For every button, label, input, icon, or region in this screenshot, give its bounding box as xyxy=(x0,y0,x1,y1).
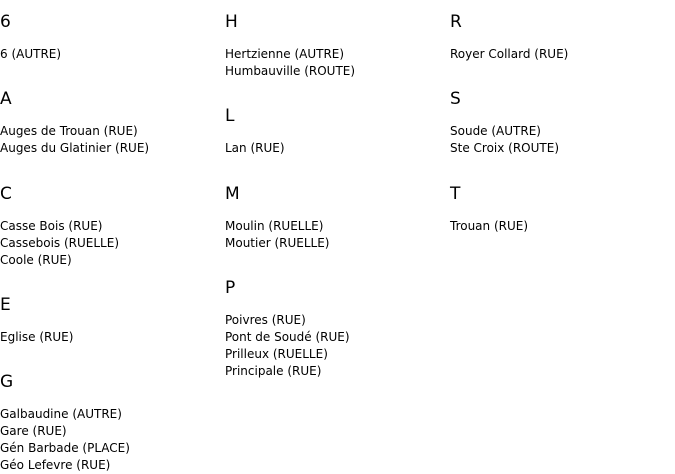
street-link[interactable]: Soude (AUTRE) xyxy=(450,124,541,138)
street-item[interactable] xyxy=(450,46,670,63)
street-item[interactable] xyxy=(450,218,670,235)
street-link[interactable]: Gén Barbade (PLACE) xyxy=(0,441,130,455)
street-list xyxy=(225,218,445,252)
letter-group-e xyxy=(0,295,220,346)
street-list xyxy=(0,406,220,474)
letter-group-t xyxy=(450,184,670,235)
street-item[interactable] xyxy=(0,123,220,140)
street-item[interactable] xyxy=(0,218,220,235)
street-item[interactable] xyxy=(0,46,220,63)
street-item[interactable] xyxy=(0,140,220,157)
letter-group-l xyxy=(225,106,445,157)
street-link[interactable]: Moutier (RUELLE) xyxy=(225,236,330,250)
street-column-2 xyxy=(225,0,445,380)
street-link[interactable]: Galbaudine (AUTRE) xyxy=(0,407,122,421)
group-letter: E xyxy=(0,295,11,315)
group-letter: S xyxy=(450,89,461,109)
street-link[interactable]: Géo Lefevre (RUE) xyxy=(0,458,111,472)
street-list xyxy=(450,123,670,157)
street-link[interactable]: Auges du Glatinier (RUE) xyxy=(0,141,150,155)
street-list xyxy=(225,140,445,157)
street-link[interactable]: 6 (AUTRE) xyxy=(0,47,62,61)
letter-group-s xyxy=(450,89,670,157)
street-column-3 xyxy=(450,0,670,235)
street-link[interactable]: Humbauville (ROUTE) xyxy=(225,64,356,78)
group-letter: M xyxy=(225,184,240,204)
street-list xyxy=(450,46,670,63)
street-list xyxy=(225,46,445,80)
street-link[interactable]: Gare (RUE) xyxy=(0,424,67,438)
street-list xyxy=(0,329,220,346)
street-column-1 xyxy=(0,0,220,474)
street-link[interactable]: Coole (RUE) xyxy=(0,253,72,267)
street-link[interactable]: Hertzienne (AUTRE) xyxy=(225,47,345,61)
group-letter: R xyxy=(450,12,462,32)
street-link[interactable]: Ste Croix (ROUTE) xyxy=(450,141,560,155)
letter-group-m xyxy=(225,184,445,252)
letter-group-g xyxy=(0,372,220,474)
street-item[interactable] xyxy=(0,457,220,474)
street-item[interactable] xyxy=(0,440,220,457)
street-item[interactable] xyxy=(225,346,445,363)
letter-group-c xyxy=(0,184,220,269)
street-link[interactable]: Pont de Soudé (RUE) xyxy=(225,330,350,344)
street-item[interactable] xyxy=(0,423,220,440)
street-item[interactable] xyxy=(0,406,220,423)
street-link[interactable]: Principale (RUE) xyxy=(225,364,322,378)
group-letter: P xyxy=(225,278,236,298)
group-letter: L xyxy=(225,106,235,126)
street-link[interactable]: Auges de Trouan (RUE) xyxy=(0,124,138,138)
street-item[interactable] xyxy=(225,312,445,329)
letter-group-6 xyxy=(0,12,220,63)
street-item[interactable] xyxy=(225,140,445,157)
group-letter: G xyxy=(0,372,14,392)
street-item[interactable] xyxy=(0,235,220,252)
street-item[interactable] xyxy=(0,252,220,269)
group-letter: C xyxy=(0,184,12,204)
group-letter: H xyxy=(225,12,238,32)
street-item[interactable] xyxy=(225,63,445,80)
street-item[interactable] xyxy=(450,123,670,140)
street-item[interactable] xyxy=(225,363,445,380)
street-item[interactable] xyxy=(450,140,670,157)
street-item[interactable] xyxy=(225,218,445,235)
letter-group-r xyxy=(450,12,670,63)
street-item[interactable] xyxy=(0,329,220,346)
letter-group-a xyxy=(0,89,220,157)
street-list xyxy=(0,46,220,63)
street-link[interactable]: Casse Bois (RUE) xyxy=(0,219,103,233)
letter-group-h xyxy=(225,12,445,80)
street-link[interactable]: Royer Collard (RUE) xyxy=(450,47,569,61)
street-item[interactable] xyxy=(225,329,445,346)
letter-group-p xyxy=(225,278,445,380)
group-letter: A xyxy=(0,89,12,109)
street-list xyxy=(0,123,220,157)
street-list xyxy=(0,218,220,269)
street-link[interactable]: Lan (RUE) xyxy=(225,141,285,155)
group-letter: 6 xyxy=(0,12,11,32)
street-item[interactable] xyxy=(225,46,445,63)
street-item[interactable] xyxy=(225,235,445,252)
street-link[interactable]: Moulin (RUELLE) xyxy=(225,219,324,233)
street-link[interactable]: Eglise (RUE) xyxy=(0,330,74,344)
street-link[interactable]: Trouan (RUE) xyxy=(450,219,529,233)
street-link[interactable]: Poivres (RUE) xyxy=(225,313,306,327)
street-link[interactable]: Prilleux (RUELLE) xyxy=(225,347,328,361)
group-letter: T xyxy=(450,184,461,204)
street-link[interactable]: Cassebois (RUELLE) xyxy=(0,236,119,250)
street-list xyxy=(450,218,670,235)
street-list xyxy=(225,312,445,380)
